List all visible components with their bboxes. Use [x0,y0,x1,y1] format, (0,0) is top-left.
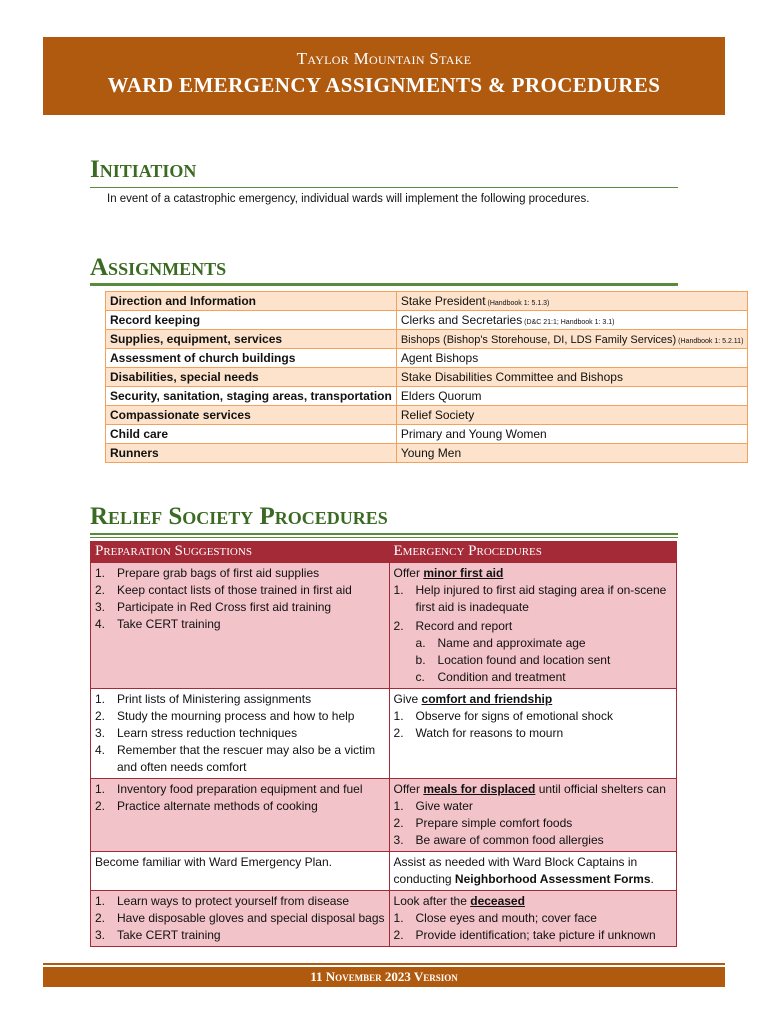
table-row [91,563,677,689]
list-item: 1. Observe for signs of emotional shock [393,709,613,723]
list-item: 2. Watch for reasons to mourn [393,726,564,740]
table-header-row [91,542,677,563]
assignee-cell: Stake Disabilities Committee and Bishops [396,368,748,387]
table-row [106,444,748,463]
task-cell: Assessment of church buildings [106,349,397,368]
prep-text: Become familiar with Ward Emergency Plan. [95,855,332,869]
list-item-continued: and often needs comfort [117,760,247,774]
list-item: 4. Remember that the rescuer may also be a victim [95,743,376,757]
assignee-cell: Bishops (Bishop's Storehouse, DI, LDS Family Services) (Handbook 1: 5.2.11) [396,330,748,349]
assignee-cell: Primary and Young Women [396,425,748,444]
version-footer: 11 November 2023 Version [43,967,725,987]
footer-rule [43,963,725,965]
task-cell: Compassionate services [106,406,397,425]
relief-society-heading: Relief Society Procedures [90,503,388,530]
prep-cell [91,852,390,891]
assignee-cell: Elders Quorum [396,387,748,406]
table-row [91,852,677,891]
task-cell: Record keeping [106,311,397,330]
list-item: 2. Study the mourning process and how to help [95,709,355,723]
table-row [91,891,677,947]
prep-header: Preparation Suggestions [91,542,390,563]
emergency-header: Emergency Procedures [389,542,676,563]
list-item: 3. Participate in Red Cross first aid training [95,600,332,614]
relief-society-rule [90,533,678,535]
assignments-heading: Assignments [90,254,227,281]
list-item: 2. Record and report [393,619,513,633]
list-item: 1. Inventory food preparation equipment and fuel [95,782,363,796]
table-row [91,689,677,779]
task-cell: Security, sanitation, staging areas, transportation [106,387,397,406]
list-item: 2. Practice alternate methods of cooking [95,799,318,813]
procedure-cell [389,852,676,891]
table-row [106,425,748,444]
sub-list-item: b. Location found and location sent [415,653,611,667]
assignee-cell: Stake President (Handbook 1: 5.1.3) [396,292,748,311]
prep-cell [91,689,390,779]
list-item: 3. Be aware of common food allergies [393,833,604,847]
title-banner [43,37,725,115]
procedure-cell [389,891,676,947]
assist-text-cont: conducting Neighborhood Assessment Forms. [393,872,654,886]
prep-cell [91,779,390,852]
assist-text: Assist as needed with Ward Block Captains in [393,855,638,869]
procedure-cell [389,779,676,852]
table-row [106,368,748,387]
prep-cell [91,891,390,947]
procedure-lead: Give comfort and friendship [393,692,553,706]
table-row [106,387,748,406]
handbook-ref: (Handbook 1: 5.2.11) [676,338,744,345]
list-item: 2. Have disposable gloves and special disposal bags [95,911,385,925]
initiation-rule [90,187,678,188]
list-item: 2. Prepare simple comfort foods [393,816,573,830]
list-item: 1. Prepare grab bags of first aid supplies [95,566,320,580]
prep-cell [91,563,390,689]
initiation-heading: Initiation [90,156,197,183]
list-item: 1. Learn ways to protect yourself from disease [95,894,350,908]
table-row [106,406,748,425]
list-item-continued: first aid is inadequate [415,600,529,614]
sub-list-item: a. Name and approximate age [415,636,586,650]
task-cell: Supplies, equipment, services [106,330,397,349]
sub-list-item: c. Condition and treatment [415,670,566,684]
list-item: 1. Give water [393,799,473,813]
table-row [106,292,748,311]
procedure-lead: Offer minor first aid [393,566,504,580]
table-row [106,311,748,330]
relief-society-rule-thin [90,537,678,538]
handbook-ref: (Handbook 1: 5.1.3) [485,300,550,307]
list-item: 3. Learn stress reduction techniques [95,726,298,740]
stake-name: Taylor Mountain Stake [296,49,472,68]
list-item: 3. Take CERT training [95,928,221,942]
task-cell: Direction and Information [106,292,397,311]
list-item: 4. Take CERT training [95,617,221,631]
list-item: 2. Keep contact lists of those trained in first aid [95,583,352,597]
handbook-ref: (D&C 21:1; Handbook 1: 3.1) [522,319,615,326]
list-item: 1. Close eyes and mouth; cover face [393,911,597,925]
task-cell: Child care [106,425,397,444]
assignments-table [105,291,748,463]
assignee-cell: Relief Society [396,406,748,425]
procedure-cell [389,563,676,689]
table-row [91,779,677,852]
list-item: 1. Help injured to first aid staging area if on-scene [393,583,667,597]
initiation-text: In event of a catastrophic emergency, individual wards will implement the following procedures. [107,193,590,205]
table-row [106,330,748,349]
relief-society-table [90,541,677,947]
table-row [106,349,748,368]
assignee-cell: Clerks and Secretaries (D&C 21:1; Handbook 1: 3.1) [396,311,748,330]
page-title: WARD EMERGENCY ASSIGNMENTS & PROCEDURES [107,73,661,97]
procedure-cell [389,689,676,779]
list-item: 1. Print lists of Ministering assignments [95,692,312,706]
assignee-cell: Young Men [396,444,748,463]
procedure-lead: Offer meals for displaced until official shelters can [393,782,666,796]
procedure-lead: Look after the deceased [393,894,525,908]
assignee-cell: Agent Bishops [396,349,748,368]
task-cell: Runners [106,444,397,463]
assignments-rule [90,283,678,286]
list-item: 2. Provide identification; take picture if unknown [393,928,656,942]
task-cell: Disabilities, special needs [106,368,397,387]
